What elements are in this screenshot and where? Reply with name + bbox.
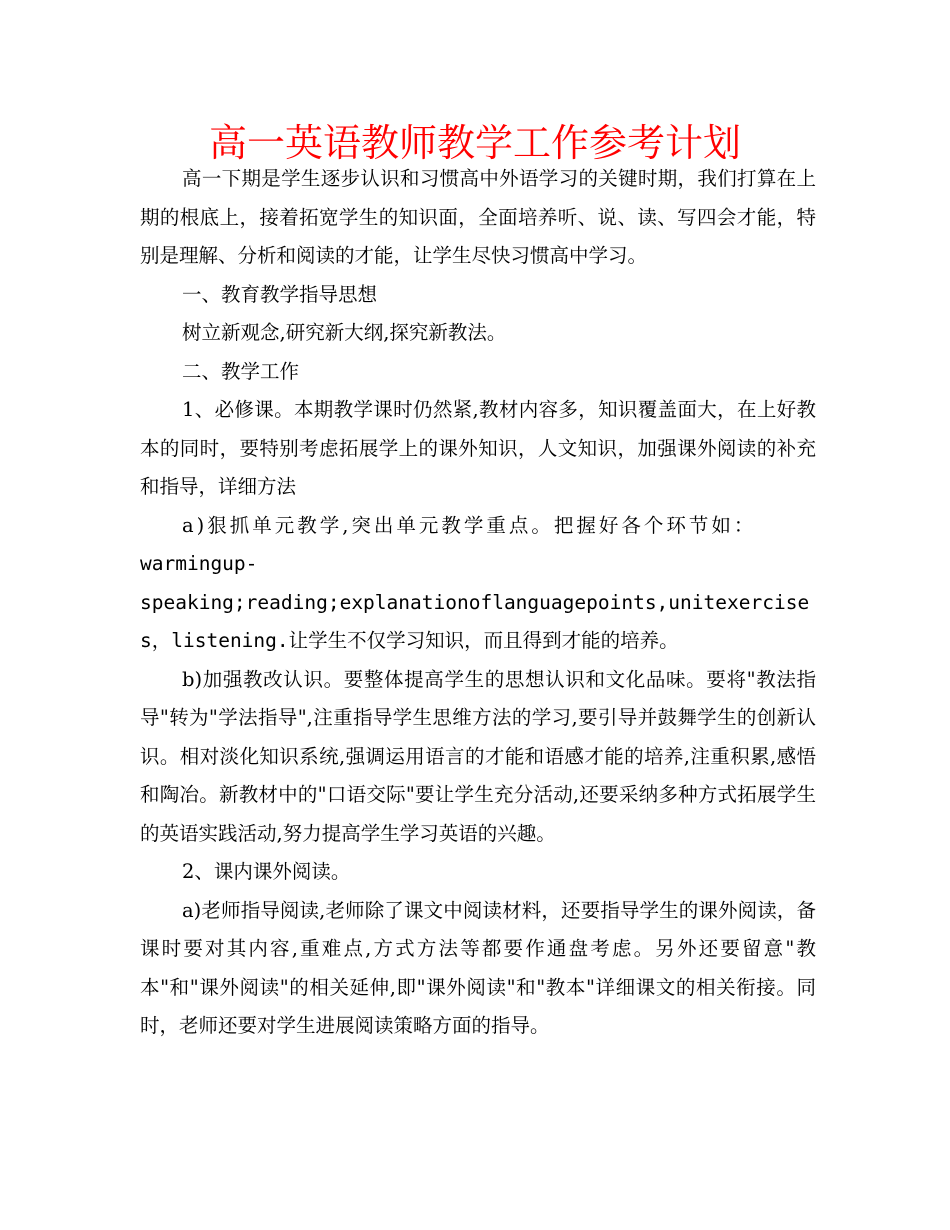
- intro-paragraph: 高一下期是学生逐步认识和习惯高中外语学习的关键时期，我们打算在上期的根底上，接着拓宽学生的知识面，全面培养听、说、读、写四会才能，特别是理解、分析和阅读的才能，让学生尽快习惯高中学习。: [140, 167, 816, 267]
- document-title: 高一英语教师教学工作参考计划: [208, 121, 741, 165]
- unit-teaching-line: a)狠抓单元教学,突出单元教学重点。把握好各个环节如：: [182, 513, 757, 537]
- guided-reading-paragraph: a)老师指导阅读,老师除了课文中阅读材料，还要指导学生的课外阅读，备课时要对其内容,重难点,方式方法等都要作通盘考虑。另外还要留意"教本"和"课外阅读"的相关延伸,即"课外阅读"和"教本"详细课文的相关衔接。同时，老师还要对学生进展阅读策略方面的指导。: [140, 898, 816, 1037]
- document-body: [140, 160, 816, 1046]
- section-heading-2: 二、教学工作: [182, 359, 300, 383]
- section-heading-1: 一、教育教学指导思想: [182, 282, 378, 306]
- required-course-paragraph: 1、必修课。本期教学课时仍然紧,教材内容多，知识覆盖面大，在上好教本的同时，要特别考虑拓展学上的课外知识，人文知识，加强课外阅读的补充和指导，详细方法: [140, 398, 816, 498]
- warmup-line: warmingup-: [140, 552, 258, 575]
- reading-heading: 2、课内课外阅读。: [182, 860, 351, 883]
- teaching-reform-paragraph: b)加强教改认识。要整体提高学生的思想认识和文化品味。要将"教法指导"转为"学法指导",注重指导学生思维方法的学习,要引导并鼓舞学生的创新认识。相对淡化知识系统,强调运用语言的才能和语感才能的培养,注重积累,感悟和陶冶。新教材中的"口语交际"要让学生充分活动,还要采纳多种方式拓展学生的英语实践活动,努力提高学生学习英语的兴趣。: [140, 667, 816, 845]
- language-points-paragraph: speaking;reading;explanationoflanguagepoints,unitexercises，listening.让学生不仅学习知识，而且得到才能的培养。: [140, 590, 810, 652]
- guiding-principle-paragraph: 树立新观念,研究新大纲,探究新教法。: [182, 321, 507, 344]
